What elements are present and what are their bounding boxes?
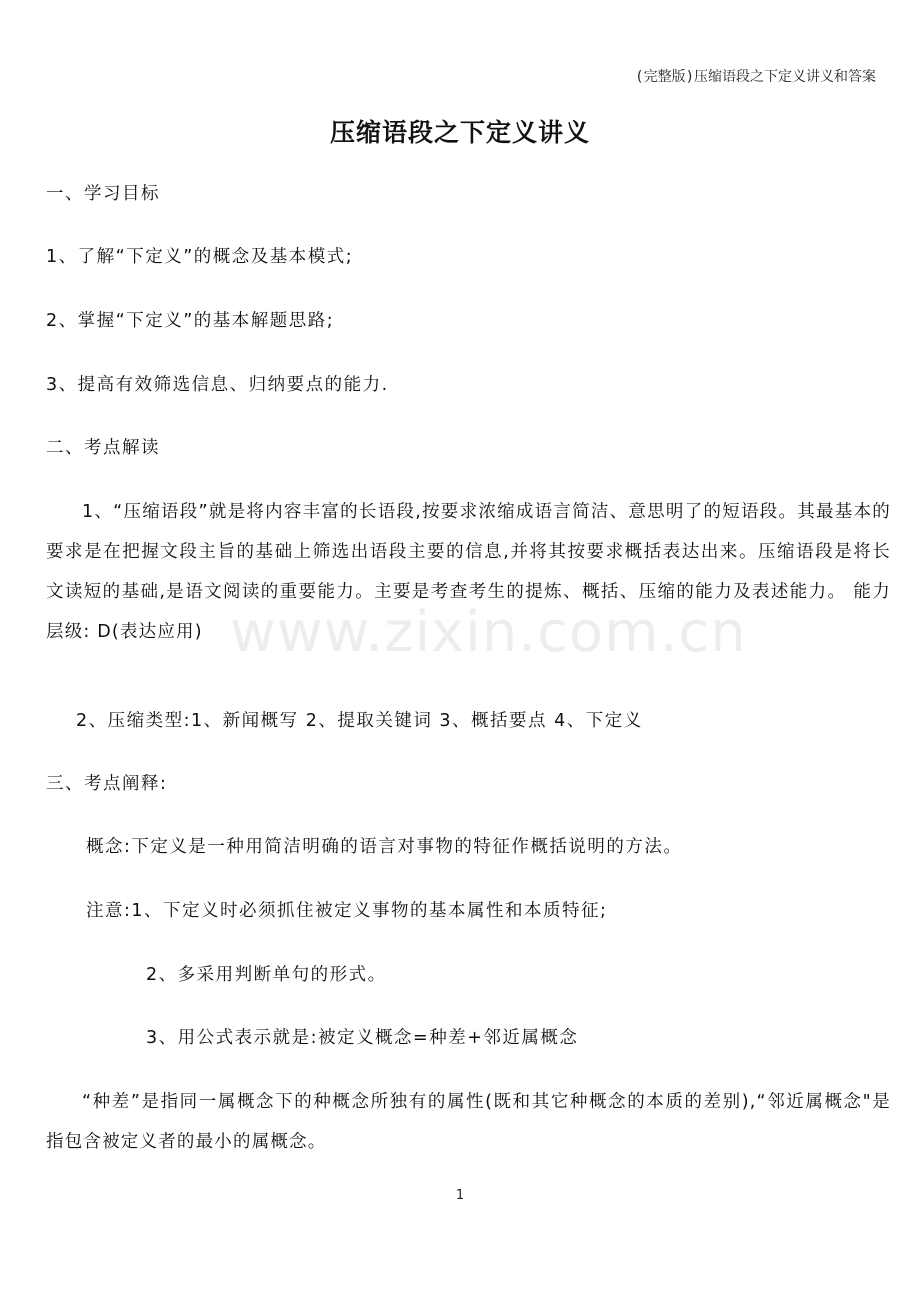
section-heading-explanation: 三、考点阐释: — [46, 774, 168, 794]
goal-item-2: 2、掌握“下定义”的基本解题思路; — [46, 311, 335, 331]
concept-line: 概念:下定义是一种用简洁明确的语言对事物的特征作概括说明的方法。 — [86, 837, 683, 857]
goal-item-1: 1、了解“下定义”的概念及基本模式; — [46, 247, 354, 267]
section-heading-interpretation: 二、考点解读 — [46, 438, 160, 458]
note-line-2: 2、多采用判断单句的形式。 — [146, 965, 387, 985]
page-number: 1 — [455, 1188, 465, 1203]
paragraph-genus-differentia: “种差”是指同一属概念下的种概念所独有的属性(既和其它种概念的本质的差别),“邻近属概念"是指包含被定义者的最小的属概念。 — [46, 1092, 891, 1152]
note-line-3: 3、用公式表示就是:被定义概念=种差+邻近属概念 — [146, 1028, 579, 1048]
note-line-1: 注意:1、下定义时必须抓住被定义事物的基本属性和本质特征; — [86, 901, 608, 921]
watermark: www.zixin.com.cn — [230, 600, 747, 665]
goal-item-3: 3、提高有效筛选信息、归纳要点的能力. — [46, 375, 389, 395]
section-heading-goals: 一、学习目标 — [46, 184, 160, 204]
compression-types-line: 2、压缩类型:1、新闻概写 2、提取关键词 3、概括要点 4、下定义 — [76, 711, 643, 731]
header-note: (完整版)压缩语段之下定义讲义和答案 — [635, 69, 876, 85]
paragraph-compression-definition: 1、“压缩语段”就是将内容丰富的长语段,按要求浓缩成语言简洁、意思明了的短语段。其最基本的要求是在把握文段主旨的基础上筛选出语段主要的信息,并将其按要求概括表达出来。压缩语段是将长文读短的基础,是语文阅读的重要能力。主要是考查考生的提炼、概括、压缩的能力及表述能力。 能力层级: D(表达应用) — [46, 502, 891, 642]
document-title: 压缩语段之下定义讲义 — [329, 118, 590, 147]
